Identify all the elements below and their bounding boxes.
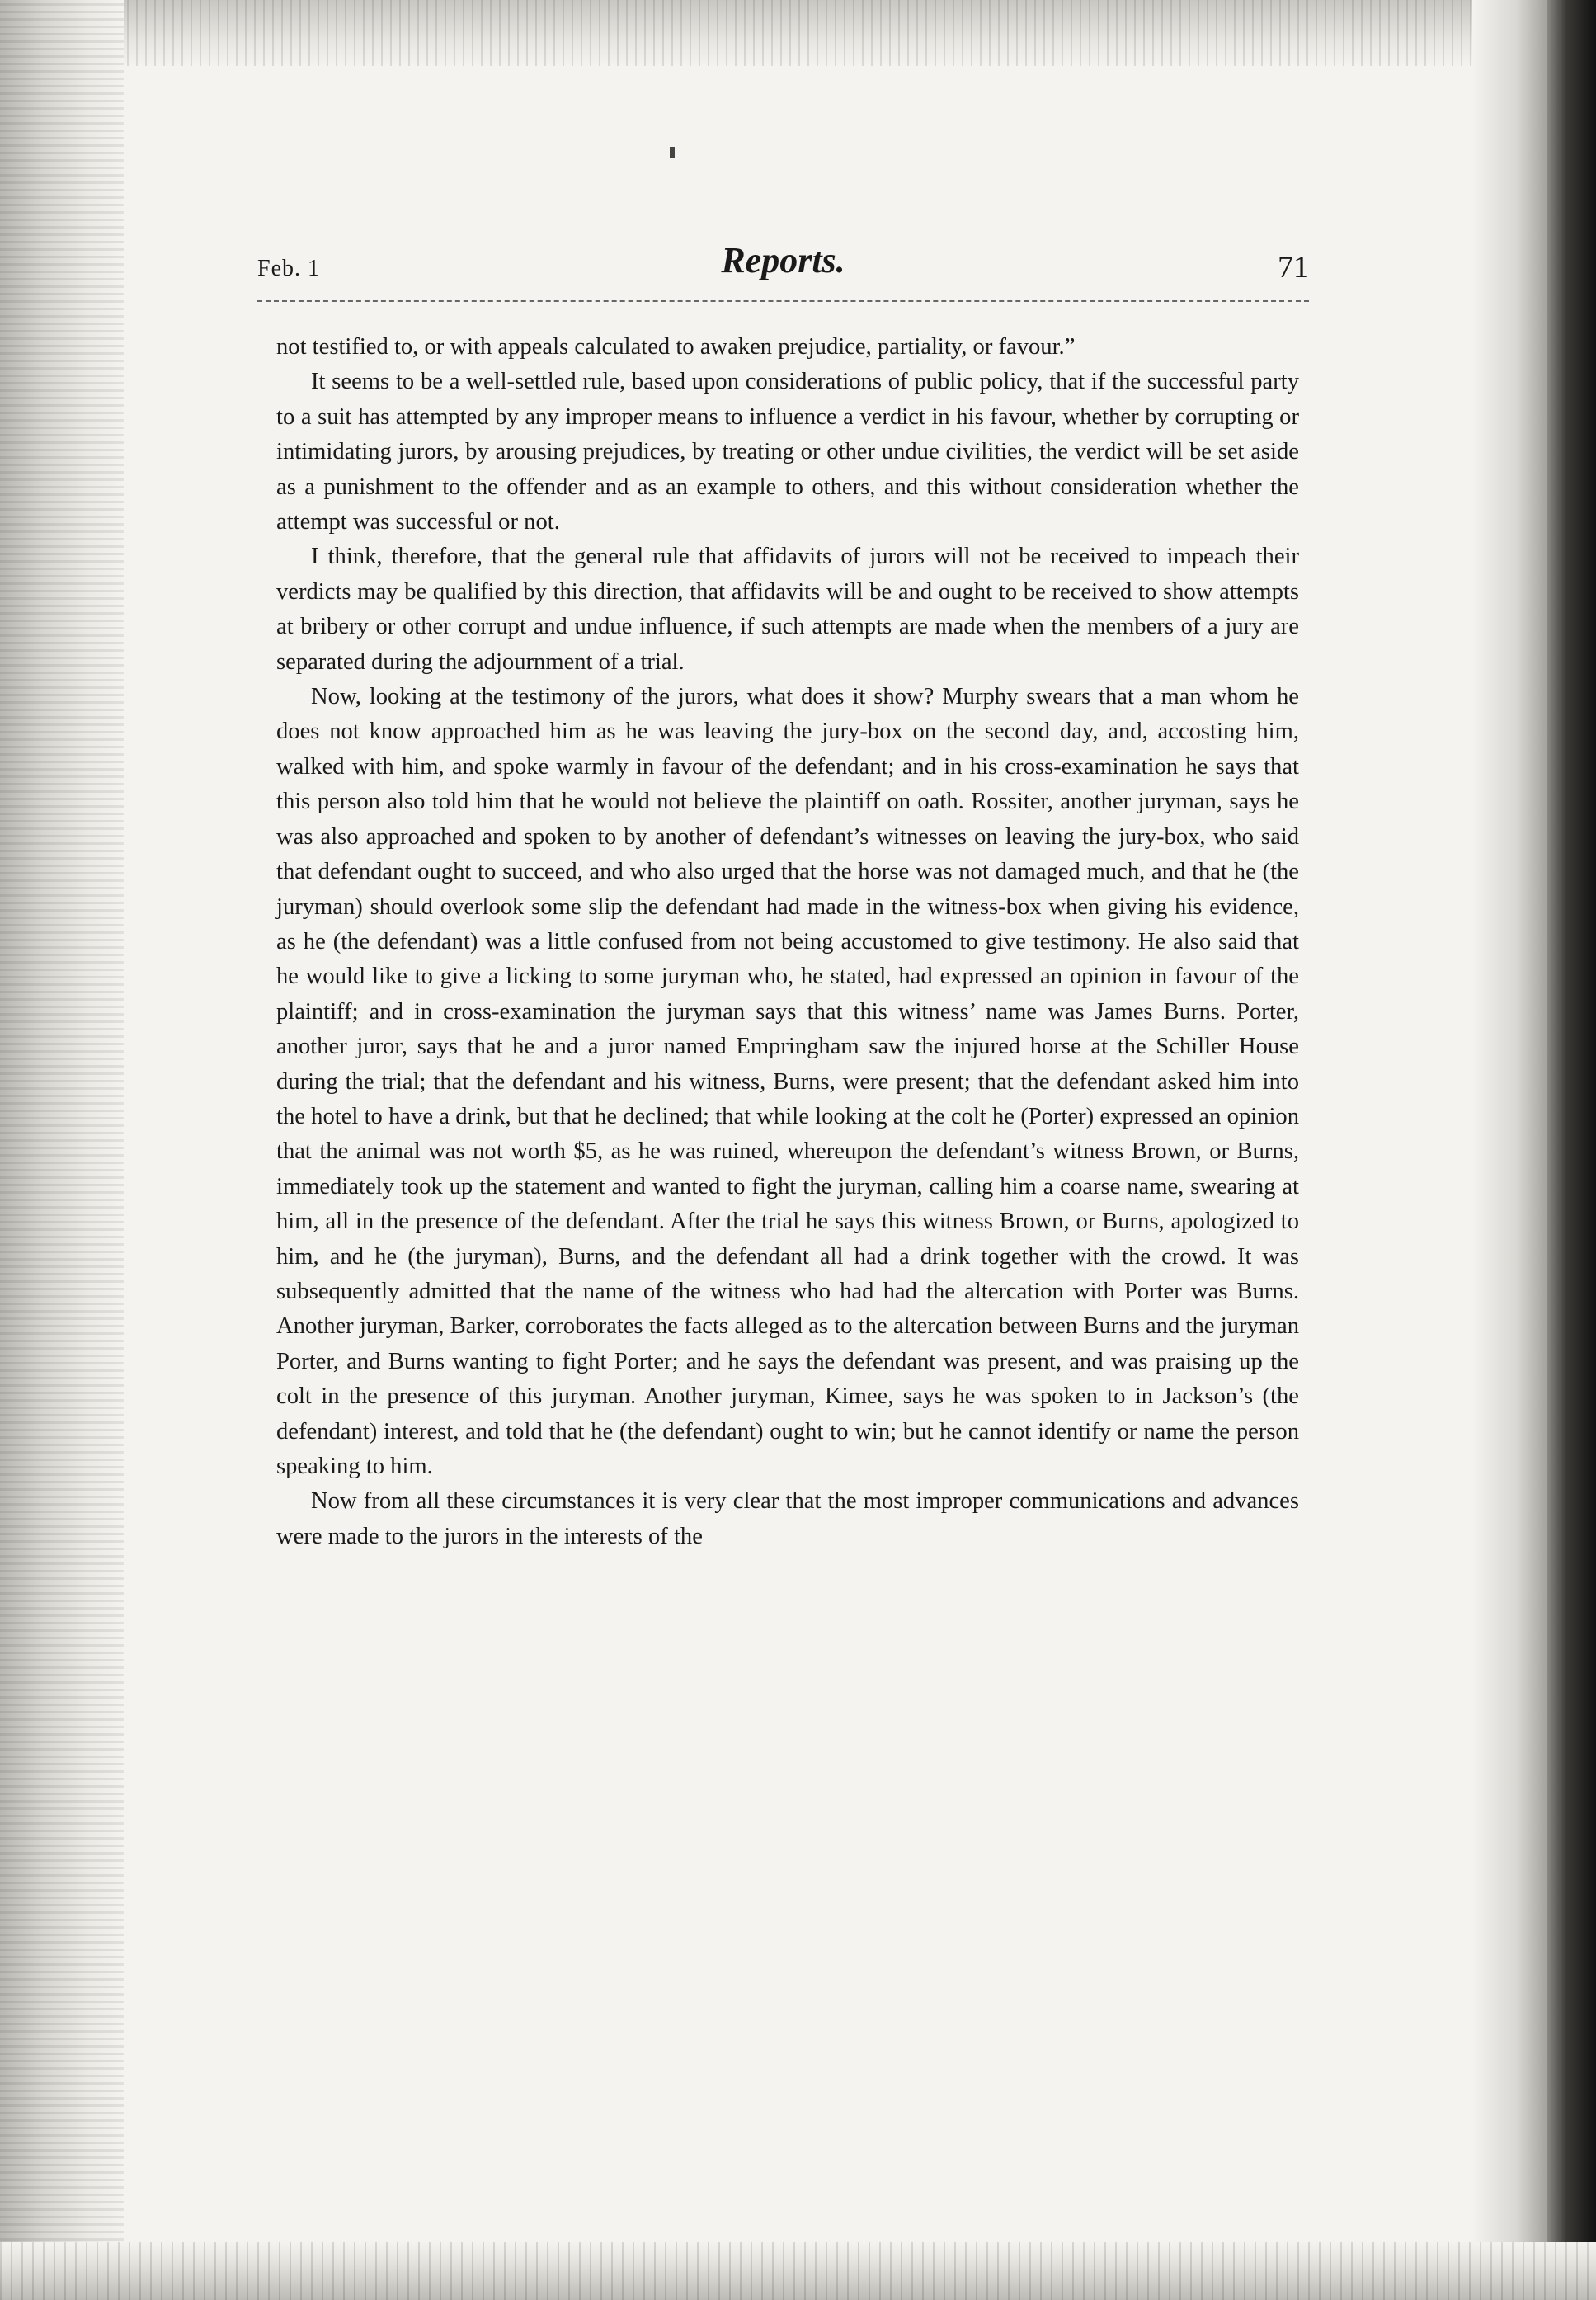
paragraph-5: Now from all these circumstances it is very clear that the most improper communications and advances were made to the jurors in the interests of the — [276, 1488, 1299, 1549]
scan-speck — [670, 147, 675, 158]
scan-right-edge — [1547, 0, 1596, 2300]
paragraph-4: Now, looking at the testimony of the jurors, what does it show? Murphy swears that a man whom he does not know approached him as he was leaving the jury-box on the second day, and, accosting him, walked with him, and spoke warmly in favour of the defendant; and in his cross-examination he says that this person also told him that he would not believe the plaintiff on oath. Rossiter, another juryman, says he was also approached and spoken to by another of defendant’s witnesses on leaving the jury-box, who said that defendant ought to succeed, and who also urged that the horse was not damaged much, and that he (the juryman) should overlook some slip the defendant had made in the witness-box when giving his evidence, as he (the defendant) was a little confused from not being accustomed to give testimony. He also said that he would like to give a licking to some juryman who, he stated, had expressed an opinion in favour of the plaintiff; and in cross-examination the juryman says that this witness’ name was James Burns. Porter, another juror, says that he and a juror named Empringham saw the injured horse at the Schiller House during the trial; that the defendant and his witness, Burns, were present; that the defendant asked him into the hotel to have a drink, but that he declined; that while looking at the colt he (Porter) expressed an opinion that the animal was not worth $5, as he was ruined, whereupon the defendant’s witness Brown, or Burns, immediately took up the statement and wanted to fight the juryman, calling him a coarse name, swearing at him, all in the presence of the defendant. After the trial he says this witness Brown, or Burns, apologized to him, and he (the juryman), Burns, and the defendant all had a drink together with the crowd. It was subsequently admitted that the name of the witness who had had the altercation with Porter was Burns. Another juryman, Barker, corroborates the facts alleged as to the altercation between Burns and the juryman Porter, and Burns wanting to fight Porter; and he says the defendant was present, and was praising up the colt in the presence of this juryman. Another juryman, Kimee, says he was spoken to in Jackson’s (the defendant) interest, and told that he (the defendant) ought to win; but he cannot identify or name the person speaking to him. — [276, 684, 1299, 1479]
scan-right-shadow — [1472, 0, 1547, 2300]
scan-left-edge — [0, 0, 124, 2300]
scan-bottom-edge — [0, 2242, 1596, 2300]
running-head — [257, 239, 1309, 305]
paragraph-1: not testified to, or with appeals calculated to awaken prejudice, partiality, or favour.” — [276, 334, 1076, 360]
header-rule — [257, 300, 1309, 302]
page-number: 71 — [1278, 250, 1309, 285]
paragraph-2: It seems to be a well-settled rule, based upon considerations of public policy, that if the successful party to a suit has attempted by any improper means to influence a verdict in his favour, whether by corrupting or intimidating jurors, by arousing prejudices, by treating or other undue civilities, the verdict will be set aside as a punishment to the offender and as an example to others, and this without consideration whether the attempt was successful or not. — [276, 369, 1299, 535]
scan-top-edge — [0, 0, 1596, 66]
paragraph-3: I think, therefore, that the general rule that affidavits of jurors will not be received to impeach their verdicts may be qualified by this direction, that affidavits will be and ought to be received to show attempts at bribery or other corrupt and undue influence, if such attempts are made when the members of a jury are separated during the adjournment of a trial. — [276, 544, 1299, 675]
body-text — [276, 330, 1299, 1554]
header-title: Reports. — [721, 240, 845, 280]
header-date: Feb. 1 — [257, 256, 320, 281]
